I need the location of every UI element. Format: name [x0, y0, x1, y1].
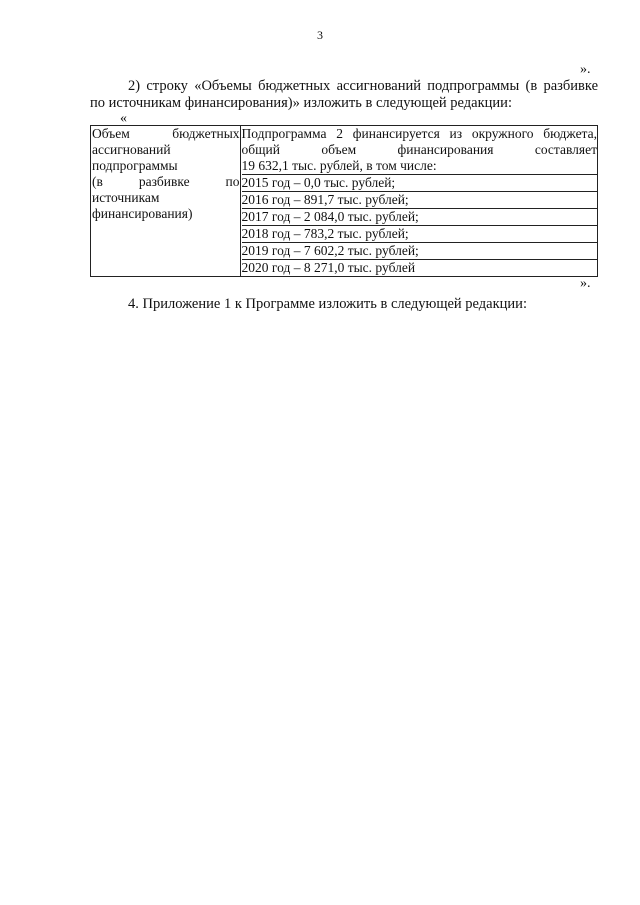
label-line: Объем бюджетных: [92, 126, 240, 141]
label-line: финансирования): [92, 206, 193, 221]
content-line: 2016 год – 891,7 тыс. рублей;: [242, 192, 597, 209]
budget-table: [90, 125, 598, 277]
content-line: 2015 год – 0,0 тыс. рублей;: [242, 175, 597, 192]
label-line: ассигнований: [92, 142, 171, 157]
content-line: 2020 год – 8 271,0 тыс. рублей: [241, 260, 416, 275]
page-number: 3: [317, 28, 323, 42]
opening-quote: «: [120, 111, 127, 126]
content-line: 2018 год – 783,2 тыс. рублей;: [242, 226, 597, 243]
item-2-line-1: 2) строку «Объемы бюджетных ассигнований подпрограммы (в разбивке: [128, 78, 598, 94]
label-line: (в разбивке по: [92, 174, 240, 189]
label-cell: [91, 126, 241, 277]
label-line: источникам: [92, 190, 160, 205]
item-4-paragraph: 4. Приложение 1 к Программе изложить в следующей редакции:: [128, 296, 527, 312]
content-line: Подпрограмма 2 финансируется из окружного бюджета,: [241, 126, 597, 141]
closing-quote-bottom: ».: [580, 276, 591, 291]
content-cell: [240, 126, 597, 277]
label-line: подпрограммы: [92, 158, 178, 173]
content-line: 2019 год – 7 602,2 тыс. рублей;: [242, 243, 597, 260]
closing-quote-top: ».: [580, 62, 591, 77]
content-line: общий объем финансирования составляет: [241, 142, 597, 157]
content-line: 19 632,1 тыс. рублей, в том числе:: [242, 158, 597, 175]
item-2-line-2: по источникам финансирования)» изложить в следующей редакции:: [90, 95, 512, 111]
content-line: 2017 год – 2 084,0 тыс. рублей;: [242, 209, 597, 226]
item-2-paragraph: [90, 78, 598, 112]
table-row: [91, 126, 598, 277]
